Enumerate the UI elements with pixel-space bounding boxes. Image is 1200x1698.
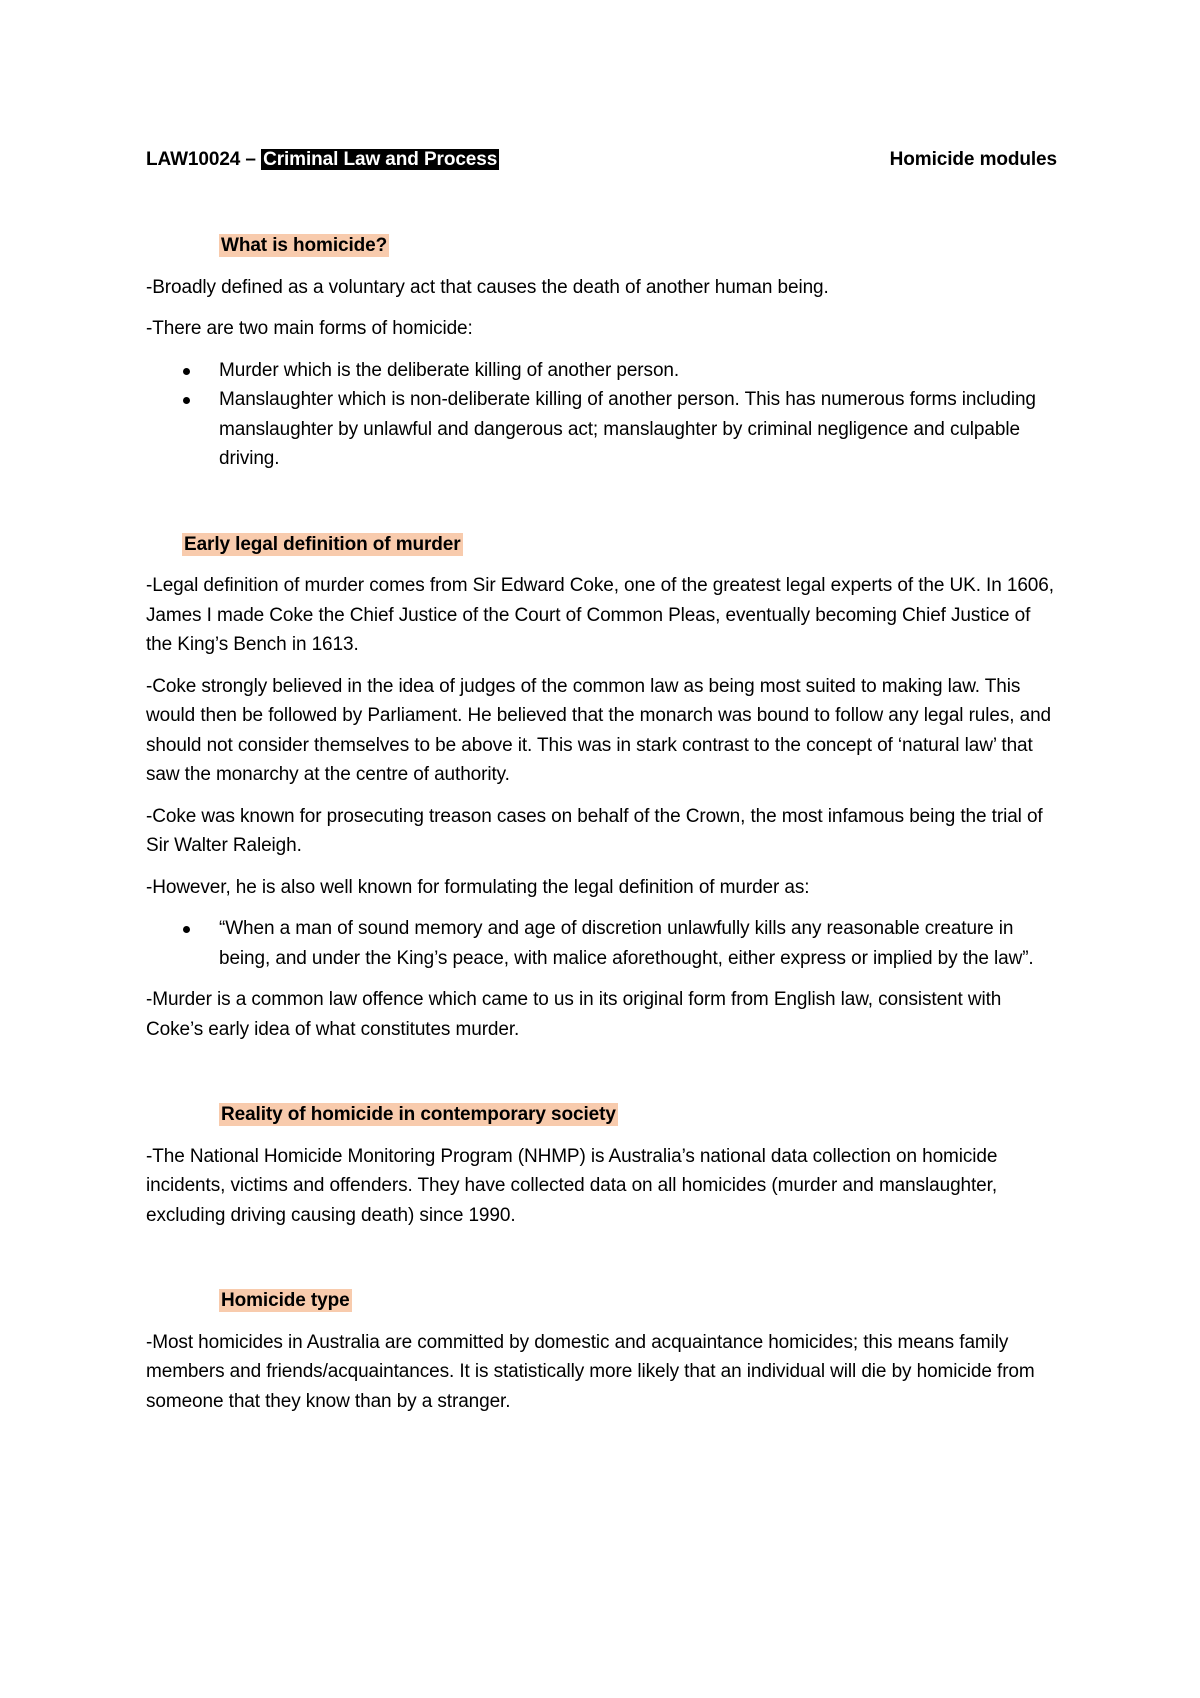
heading-homicide-type: Homicide type [221,1290,350,1311]
course-code: LAW10024 – [146,149,262,170]
heading-what-is-homicide: What is homicide? [221,235,388,256]
bullet-list [146,914,1061,973]
list-item: Murder which is the deliberate killing of another person. [146,356,1061,386]
paragraph: -There are two main forms of homicide: [146,318,473,339]
paragraph: -The National Homicide Monitoring Program (NHMP) is Australia’s national data collection on homicide incidents, victims and offenders. They have collected data on all homicides (murder and manslaughter, excluding driving causing death) since 1990. [146,1145,998,1226]
bullet-icon [183,926,190,933]
document-header [146,145,1061,175]
paragraph: -Murder is a common law offence which came to us in its original form from English law, consistent with Coke’s early idea of what constitutes murder. [146,989,1002,1040]
bullet-list [146,356,1061,474]
heading-reality-of-homicide: Reality of homicide in contemporary society [221,1104,616,1125]
module-title: Homicide modules [889,149,1057,170]
bullet-icon [183,397,190,404]
list-item: “When a man of sound memory and age of discretion unlawfully kills any reasonable creature in being, and under the King’s peace, with malice aforethought, either express or implied by the law”. [146,914,1061,973]
paragraph: -Coke strongly believed in the idea of judges of the common law as being most suited to making law. This would then be followed by Parliament. He believed that the monarch was bound to follow any legal rules, and should not consider themselves to be above it. This was in stark contrast to the concept of ‘natural law’ that saw the monarchy at the centre of authority. [146,675,1052,785]
document-body [146,145,1061,1416]
paragraph: -Coke was known for prosecuting treason cases on behalf of the Crown, the most infamous being the trial of Sir Walter Raleigh. [146,805,1043,856]
course-name: Criminal Law and Process [263,149,498,170]
paragraph: -Legal definition of murder comes from Sir Edward Coke, one of the greatest legal experts of the UK. In 1606, James I made Coke the Chief Justice of the Court of Common Pleas, eventually becoming Chief Justice of the King’s Bench in 1613. [146,575,1054,655]
heading-early-legal-definition: Early legal definition of murder [184,533,461,555]
course-title [146,145,499,175]
paragraph: -Broadly defined as a voluntary act that causes the death of another human being. [146,276,829,298]
paragraph: -However, he is also well known for formulating the legal definition of murder as: [146,876,810,898]
list-item: Manslaughter which is non-deliberate killing of another person. This has numerous forms including manslaughter by unlawful and dangerous act; manslaughter by criminal negligence and culpable driving. [146,385,1061,474]
bullet-icon [183,368,190,375]
paragraph: -Most homicides in Australia are committed by domestic and acquaintance homicides; this means family members and friends/acquaintances. It is statistically more likely that an individual will die by homicide from someone that they know than by a stranger. [146,1331,1035,1412]
